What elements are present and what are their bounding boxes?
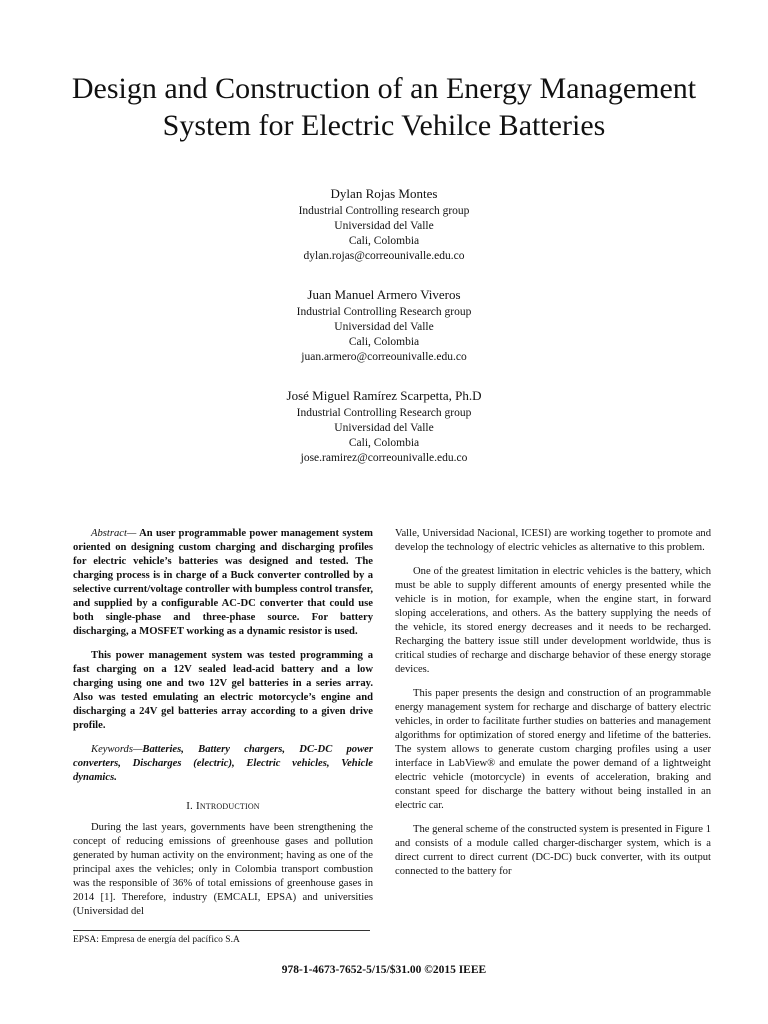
keywords-paragraph bbox=[73, 743, 373, 785]
author-block bbox=[184, 186, 584, 489]
author-city: Cali, Colombia bbox=[348, 235, 420, 247]
left-column bbox=[73, 527, 373, 929]
author-group: Industrial Controlling Research group bbox=[296, 306, 472, 318]
keywords-lead: Keywords— bbox=[91, 744, 143, 755]
intro-paragraph-continued: Valle, Universidad Nacional, ICESI) are working together to promote and develop the technology of electric vehicles as alternative to this problem. bbox=[395, 528, 711, 553]
author-name: José Miguel Ramírez Scarpetta, Ph.D bbox=[286, 388, 482, 403]
section-heading-introduction: I. Introduction bbox=[186, 800, 260, 812]
author-city: Cali, Colombia bbox=[348, 437, 420, 449]
keywords-text: Batteries, Battery chargers, DC-DC power converters, Discharges (electric), Electric vehicles, Vehicle dynamics. bbox=[73, 744, 373, 783]
footnote: EPSA: Empresa de energía del pacífico S.A bbox=[73, 935, 240, 945]
author-university: Universidad del Valle bbox=[334, 220, 434, 232]
author-1 bbox=[184, 186, 584, 264]
intro-paragraph-3: This paper presents the design and construction of an programmable energy management system for recharge and discharge of battery electric vehicles, in order to facilitate further studies on batteries and management algorithms for optimization of stored energy and lifetime of the batteries. The system allows to generate custom charging profiles using a user interface in LabView® and emulate the power demand of a lightweight electric vehicle (motorcycle) in events of acceleration, braking and constant speed for discharge the battery without being installed in an electric car. bbox=[395, 688, 711, 811]
intro-paragraph-4: The general scheme of the constructed system is presented in Figure 1 and consists of a module called charger-discharger system, which is a direct current to direct current (DC-DC) buck converter, with its output connected to the battery for bbox=[395, 824, 711, 877]
author-email: dylan.rojas@correounivalle.edu.co bbox=[303, 250, 465, 262]
footnote-divider bbox=[73, 930, 370, 931]
paper-title: Design and Construction of an Energy Management System for Electric Vehilce Batteries bbox=[71, 72, 697, 142]
author-2 bbox=[184, 287, 584, 365]
intro-paragraph-2: One of the greatest limitation in electric vehicles is the battery, which must be able to supply different amounts of energy presented while the vehicle is in motion, for example, when the engine start, in forward sloping accelerations, and others. As the battery supplying the needs of the vehicle, its stored energy decreases and it needs to be recharged. Recharging the battery issue still under development worldwide, thus is critical studies of recharge and discharge behavior of these energy storage devices. bbox=[395, 566, 711, 675]
right-column bbox=[395, 527, 711, 889]
intro-paragraph-1: During the last years, governments have been strengthening the concept of reducing emissions of greenhouse gases and pollution generated by human activity on the environment; having as one of the principal axes the vehicles; only in Colombia transport combustion was the responsible of 36% of total emissions of greenhouse gases in 2014 [1]. Therefore, industry (EMCALI, EPSA) and universities (Universidad del bbox=[73, 822, 373, 917]
abstract-lead: Abstract— bbox=[91, 528, 137, 539]
author-group: Industrial Controlling research group bbox=[298, 205, 470, 217]
author-group: Industrial Controlling Research group bbox=[296, 407, 472, 419]
abstract-paragraph-1 bbox=[73, 527, 373, 639]
author-3 bbox=[184, 388, 584, 466]
author-university: Universidad del Valle bbox=[334, 422, 434, 434]
author-email: juan.armero@correounivalle.edu.co bbox=[301, 351, 467, 363]
author-university: Universidad del Valle bbox=[334, 321, 434, 333]
author-city: Cali, Colombia bbox=[348, 336, 420, 348]
author-name: Juan Manuel Armero Viveros bbox=[307, 287, 461, 302]
abstract-text-1: An user programmable power management system oriented on designing custom charging and discharging profiles for electric vehicle’s batteries was designed and tested. The charging process is in charge of a Buck converter controlled by a selective current/voltage controller with bumpless control transfer, and supplied by a configurable AC-DC converter that could use both single-phase and three-phase source. For battery discharging, a MOSFET working as a dynamic resistor is used. bbox=[73, 528, 373, 637]
author-name: Dylan Rojas Montes bbox=[330, 186, 438, 201]
abstract-paragraph-2: This power management system was tested programming a fast charging on a 12V sealed lead-acid battery and a low charging using one and two 12V gel batteries in a series array. Also was tested emulating an electric motorcycle’s engine and discharging a 24V gel batteries array according to a given drive profile. bbox=[73, 650, 373, 731]
author-email: jose.ramirez@correounivalle.edu.co bbox=[300, 452, 468, 464]
copyright-footer: 978-1-4673-7652-5/15/$31.00 ©2015 IEEE bbox=[281, 964, 487, 976]
